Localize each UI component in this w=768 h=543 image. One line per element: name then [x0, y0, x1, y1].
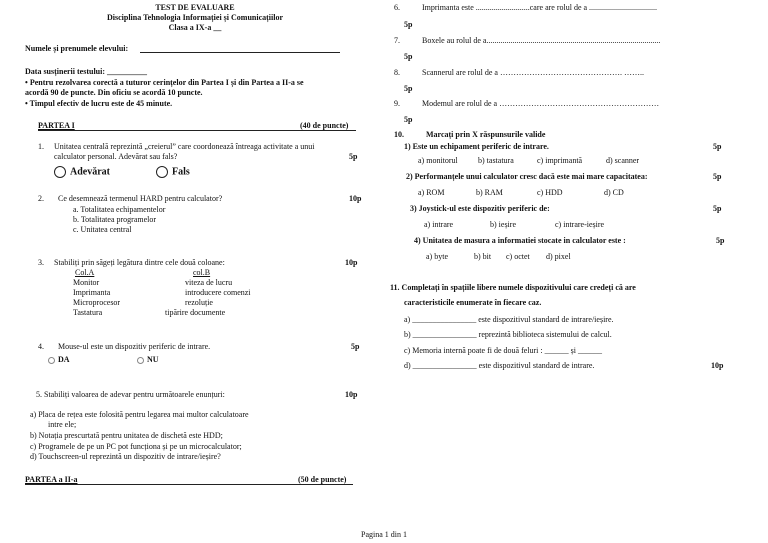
divider	[38, 130, 356, 131]
q10-item4-opt-a[interactable]: a) byte	[426, 252, 448, 261]
q10-item4-text: 4) Unitatea de masura a informatiei stocate in calculator este :	[414, 236, 626, 245]
part1-title: PARTEA I	[38, 121, 75, 130]
part2-points: (50 de puncte)	[298, 475, 347, 484]
q11-line2: caracteristicile enumerate în fiecare caz.	[404, 298, 542, 307]
q8-num: 8.	[394, 68, 400, 77]
q2-text: Ce desemnează termenul HARD pentru calculator?	[58, 194, 223, 203]
class-line: Clasa a IX-a __	[168, 23, 222, 32]
q3-points: 10p	[345, 258, 358, 267]
q3-right-2: introducere comenzi	[185, 288, 251, 297]
q10-item2-text: 2) Performanțele unui calculator cresc dacă este mai mare capacitatea:	[406, 172, 648, 181]
q10-item4-opt-d[interactable]: d) pixel	[546, 252, 571, 261]
q9-num: 9.	[394, 99, 400, 108]
q2-option-a: a. Totalitatea echipamentelor	[73, 205, 166, 214]
q3-left-3: Microprocesor	[73, 298, 121, 307]
q3-left-1: Monitor	[73, 278, 100, 287]
q10-item4-opt-b[interactable]: b) bit	[474, 252, 492, 261]
q1-option-true[interactable]: Adevărat	[54, 166, 110, 178]
q3-num: 3.	[38, 258, 44, 267]
q10-item3-opt-b[interactable]: b) ieșire	[490, 220, 516, 229]
q10-item3-opt-c[interactable]: c) intrare-ieșire	[555, 220, 605, 229]
q10-item3-points: 5p	[713, 204, 722, 213]
q2-num: 2.	[38, 194, 44, 203]
q4-option-yes[interactable]: DA	[48, 355, 70, 364]
q6-points: 5p	[404, 20, 413, 29]
q4-num: 4.	[38, 342, 44, 351]
q9-points: 5p	[404, 115, 413, 124]
q5-c: c) Programele de pe un PC pot funcționa și pe un microcalculator;	[30, 442, 242, 451]
q10-item2-points: 5p	[713, 172, 722, 181]
q1-points: 5p	[349, 152, 358, 161]
q1-line1: Unitatea centrală reprezintă „creierul” care coordonează întreaga activitate a unui	[54, 142, 315, 151]
rule-2: • Timpul efectiv de lucru este de 45 minute.	[25, 99, 173, 108]
q3-right-4: tipărire documente	[165, 308, 226, 317]
q9-text: Modemul are rolul de a ……………………………………………………	[422, 99, 660, 108]
q2-option-b: b. Totalitatea programelor	[73, 215, 157, 224]
q3-left-4: Tastatura	[73, 308, 103, 317]
q10-item3-text: 3) Joystick-ul este dispozitiv periferic de:	[410, 204, 550, 213]
q8-points: 5p	[404, 84, 413, 93]
q7-num: 7.	[394, 36, 400, 45]
q5-a2: intre ele;	[48, 420, 77, 429]
q10-item2-opt-c[interactable]: c) HDD	[537, 188, 563, 197]
q11-d: d) ________________ este dispozitivul standard de intrare.	[404, 361, 595, 370]
q7-points: 5p	[404, 52, 413, 61]
q5-text: 5. Stabiliți valoarea de adevar pentru următoarele enunțuri:	[36, 390, 225, 399]
q2-option-c: c. Unitatea central	[73, 225, 132, 234]
q11-line1: 11. Completați în spațiile libere numele dispozitivului care credeți că are	[390, 283, 636, 292]
test-title: TEST DE EVALUARE	[155, 3, 235, 12]
q4-option-no[interactable]: NU	[137, 355, 159, 364]
radio-icon[interactable]	[48, 357, 55, 364]
q10-item1-points: 5p	[713, 142, 722, 151]
q2-points: 10p	[349, 194, 362, 203]
q10-item3-opt-a[interactable]: a) intrare	[424, 220, 454, 229]
name-label: Numele și prenumele elevului:	[25, 44, 129, 53]
rule-1a: • Pentru rezolvarea corectă a tuturor cerințelor din Partea I și din Partea a II-a se	[25, 78, 304, 87]
part2-title: PARTEA a II-a	[25, 475, 78, 484]
q11-points: 10p	[711, 361, 724, 370]
q10-item1-opt-d[interactable]: d) scanner	[606, 156, 640, 165]
q11-b: b) ________________ reprezintă biblioteca sistemului de calcul.	[404, 330, 612, 339]
q11-c: c) Memoria internă poate fi de două feluri : ______ și ______	[404, 346, 602, 355]
date-label: Data susținerii testului: __________	[25, 67, 147, 76]
q10-item1-opt-c[interactable]: c) imprimantă	[537, 156, 583, 165]
divider	[25, 484, 353, 485]
radio-icon[interactable]	[156, 166, 168, 178]
q10-item2-opt-b[interactable]: b) RAM	[476, 188, 503, 197]
q10-item2-opt-d[interactable]: d) CD	[604, 188, 624, 197]
q5-a1: a) Placa de rețea este folosită pentru legarea mai multor calculatoare	[30, 410, 249, 419]
q11-a: a) ________________ este dispozitivul standard de intrare/ieșire.	[404, 315, 614, 324]
q3-right-1: viteza de lucru	[185, 278, 233, 287]
q8-text: Scannerul are rolul de a ………………………………………. ……..	[422, 68, 644, 77]
q1-num: 1.	[38, 142, 44, 151]
radio-icon[interactable]	[54, 166, 66, 178]
q10-item2-opt-a[interactable]: a) ROM	[418, 188, 445, 197]
q10-item1-opt-a[interactable]: a) monitorul	[418, 156, 458, 165]
q4-points: 5p	[351, 342, 360, 351]
q1-line2: calculator personal. Adevărat sau fals?	[54, 152, 178, 161]
radio-icon[interactable]	[137, 357, 144, 364]
q1-option-false[interactable]: Fals	[156, 166, 190, 178]
rule-1b: acordă 90 de puncte. Din oficiu se acordă 10 puncte.	[25, 88, 203, 97]
q10-num: 10.	[394, 130, 404, 139]
q3-col-b: col.B	[193, 268, 211, 277]
q7-text: Boxele au rolul de a.......................................................................................	[422, 36, 661, 45]
subject-line: Disciplina Tehnologia Informației și Comunicațiilor	[106, 13, 283, 22]
q4-text: Mouse-ul este un dispozitiv periferic de intrare.	[58, 342, 211, 351]
q10-title: Marcați prin X răspunsurile valide	[426, 130, 546, 139]
q10-item1-text: 1) Este un echipament periferic de intrare.	[404, 142, 549, 151]
page-number: Pagina 1 din 1	[361, 530, 407, 539]
q5-b: b) Notația prescurtată pentru unitatea de dischetă este HDD;	[30, 431, 223, 440]
part1-points: (40 de puncte)	[300, 121, 349, 130]
q5-points: 10p	[345, 390, 358, 399]
q10-item4-points: 5p	[716, 236, 725, 245]
q6-text: Imprimanta este ...........................care are rolul de a ..................................	[422, 3, 658, 12]
q6-num: 6.	[394, 3, 400, 12]
q10-item4-opt-c[interactable]: c) octet	[506, 252, 530, 261]
q3-text: Stabiliți prin săgeți legătura dintre cele două coloane:	[54, 258, 225, 267]
name-line[interactable]	[140, 52, 340, 53]
q3-right-3: rezoluție	[185, 298, 213, 307]
q10-item1-opt-b[interactable]: b) tastatura	[478, 156, 514, 165]
q3-left-2: Imprimanta	[73, 288, 111, 297]
q3-col-a: Col.A	[75, 268, 95, 277]
q5-d: d) Touchscreen-ul reprezintă un dispozitiv de intrare/ieșire?	[30, 452, 221, 461]
